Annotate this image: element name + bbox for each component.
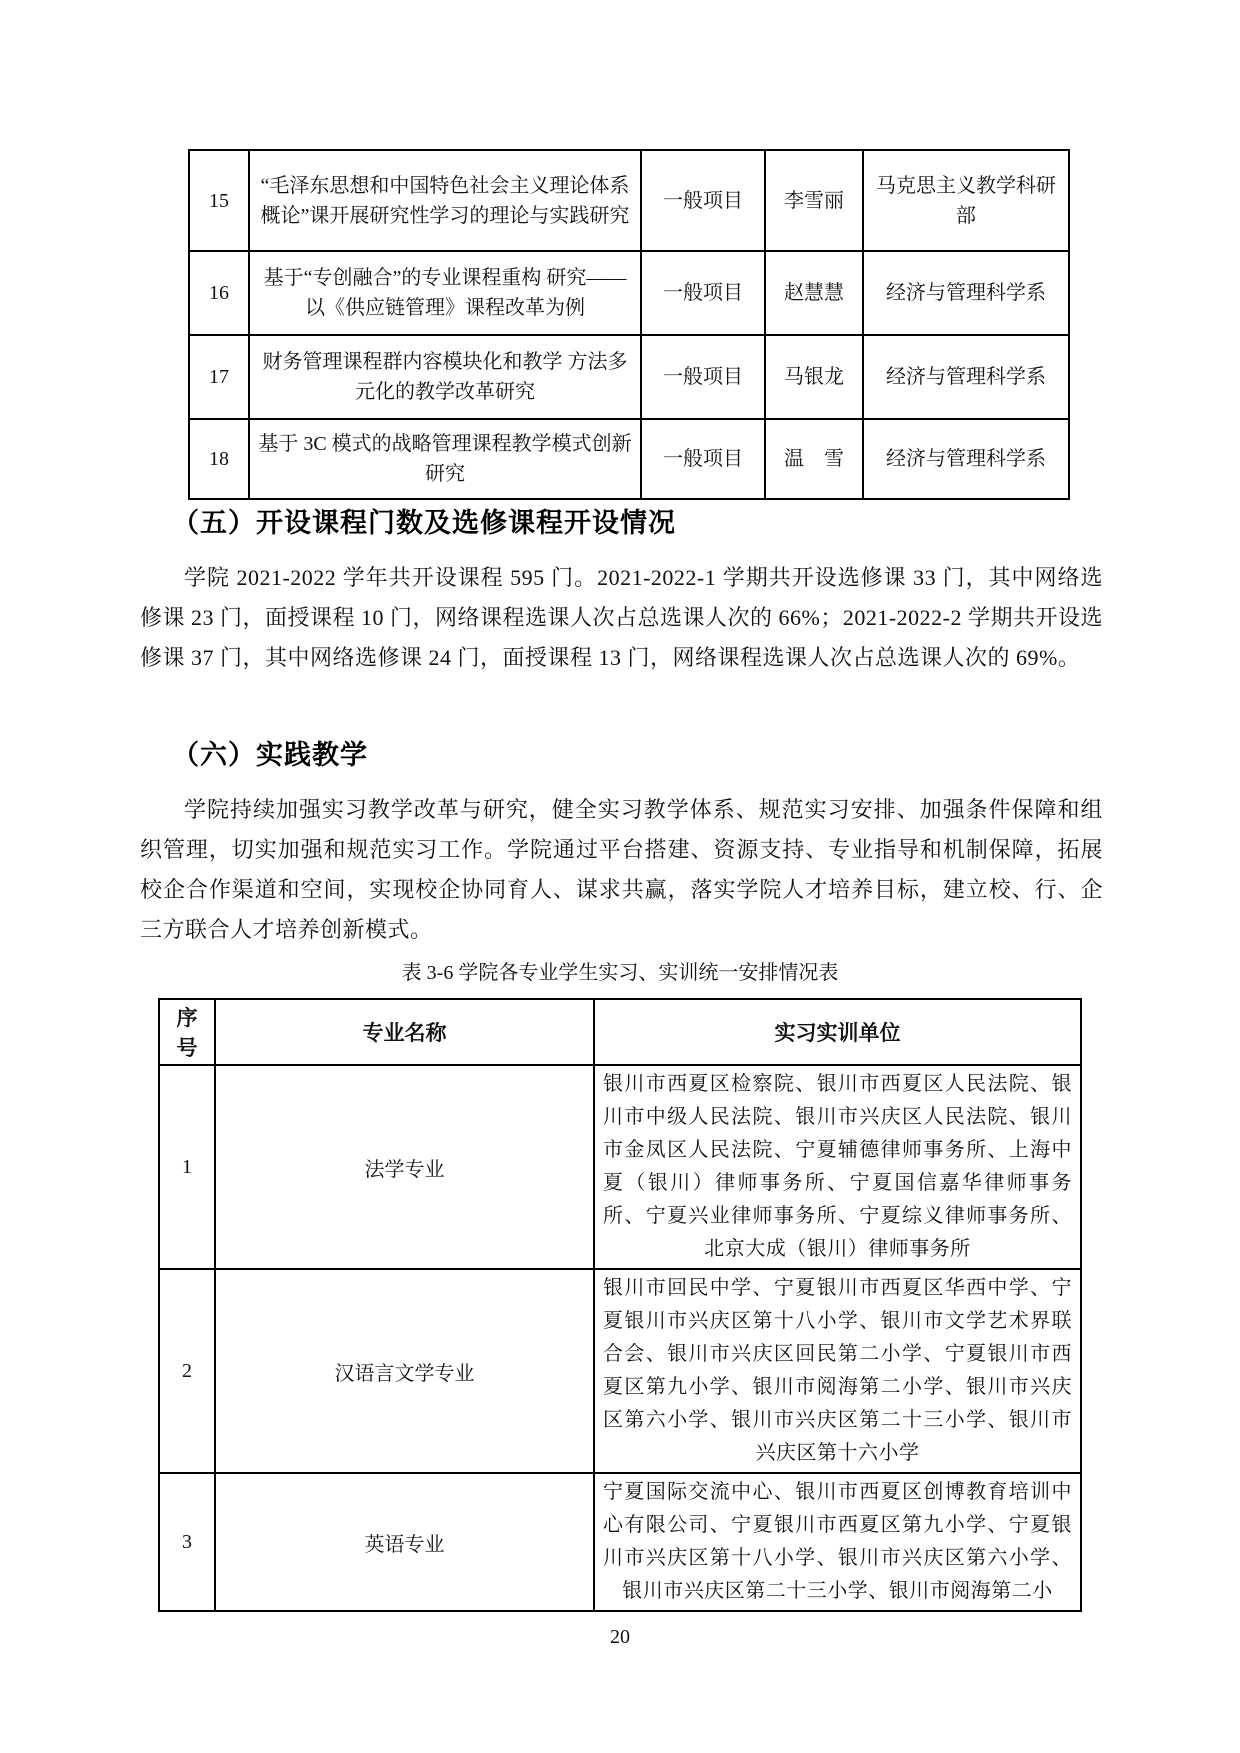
header-row xyxy=(159,999,1081,1065)
table-row xyxy=(159,1473,1081,1611)
units-cell: 宁夏国际交流中心、银川市西夏区创博教育培训中心有限公司、宁夏银川市西夏区第九小学、宁夏银川市兴庆区第十八小学、银川市兴庆区第六小学、银川市兴庆区第二十三小学、银川市阅海第二小 xyxy=(594,1473,1081,1611)
table-row xyxy=(159,1065,1081,1269)
major-cell: 汉语言文学专业 xyxy=(215,1269,594,1473)
project-type-cell: 一般项目 xyxy=(641,150,765,251)
internship-arrangement-table xyxy=(158,998,1082,1612)
project-leader-cell: 李雪丽 xyxy=(765,150,863,251)
section-6-paragraph: 学院持续加强实习教学改革与研究，健全实习教学体系、规范实习安排、加强条件保障和组织管理，切实加强和规范实习工作。学院通过平台搭建、资源支持、专业指导和机制保障，拓展校企合作渠道和空间，实现校企协同育人、谋求共赢，落实学院人才培养目标，建立校、行、企三方联合人才培养创新模式。 xyxy=(140,797,1103,942)
project-no-cell: 17 xyxy=(189,335,249,419)
project-title-cell: “毛泽东思想和中国特色社会主义理论体系概论”课开展研究性学习的理论与实践研究 xyxy=(249,150,641,251)
major-cell: 法学专业 xyxy=(215,1065,594,1269)
section-5-heading: （五）开设课程门数及选修课程开设情况 xyxy=(172,508,676,538)
col-header-major: 专业名称 xyxy=(215,999,594,1065)
project-type-cell: 一般项目 xyxy=(641,335,765,419)
units-cell: 银川市西夏区检察院、银川市西夏区人民法院、银川市中级人民法院、银川市兴庆区人民法院、银川市金凤区人民法院、宁夏辅德律师事务所、上海中夏（银川）律师事务所、宁夏国信嘉华律师事务所、宁夏兴业律师事务所、宁夏综义律师事务所、北京大成（银川）律师事务所 xyxy=(594,1065,1081,1269)
project-dept-cell: 经济与管理科学系 xyxy=(863,251,1069,335)
table-row xyxy=(159,1269,1081,1473)
project-leader-cell: 温 雪 xyxy=(765,419,863,499)
section-6-heading: （六）实践教学 xyxy=(172,740,368,770)
table-row xyxy=(189,335,1069,419)
project-title-cell: 基于 3C 模式的战略管理课程教学模式创新研究 xyxy=(249,419,641,499)
section-5-paragraph: 学院 2021-2022 学年共开设课程 595 门。2021-2022-1 学期共开设选修课 33 门，其中网络选修课 23 门，面授课程 10 门，网络课程选课人次占总选课人次的 66%；2021-2022-2 学期共开设选修课 37 门，其中网络选修课 24 门，面授课程 13 门，网络课程选课人次占总选课人次的 69%。 xyxy=(140,565,1103,670)
seq-cell: 2 xyxy=(159,1269,215,1473)
col-header-units: 实习实训单位 xyxy=(594,999,1081,1065)
project-type-cell: 一般项目 xyxy=(641,419,765,499)
project-no-cell: 18 xyxy=(189,419,249,499)
table-row xyxy=(189,150,1069,251)
page-number: 20 xyxy=(610,1626,630,1648)
seq-cell: 1 xyxy=(159,1065,215,1269)
table-row xyxy=(189,419,1069,499)
project-dept-cell: 经济与管理科学系 xyxy=(863,419,1069,499)
project-leader-cell: 马银龙 xyxy=(765,335,863,419)
major-cell: 英语专业 xyxy=(215,1473,594,1611)
table-3-6-caption: 表 3-6 学院各专业学生实习、实训统一安排情况表 xyxy=(401,962,839,984)
project-dept-cell: 马克思主义教学科研部 xyxy=(863,150,1069,251)
project-dept-cell: 经济与管理科学系 xyxy=(863,335,1069,419)
col-header-seq: 序号 xyxy=(159,999,215,1065)
project-type-cell: 一般项目 xyxy=(641,251,765,335)
project-no-cell: 16 xyxy=(189,251,249,335)
seq-cell: 3 xyxy=(159,1473,215,1611)
table-row xyxy=(189,251,1069,335)
project-title-cell: 基于“专创融合”的专业课程重构 研究——以《供应链管理》课程改革为例 xyxy=(249,251,641,335)
teaching-projects-table xyxy=(188,149,1070,500)
project-leader-cell: 赵慧慧 xyxy=(765,251,863,335)
project-no-cell: 15 xyxy=(189,150,249,251)
units-cell: 银川市回民中学、宁夏银川市西夏区华西中学、宁夏银川市兴庆区第十八小学、银川市文学艺术界联合会、银川市兴庆区回民第二小学、宁夏银川市西夏区第九小学、银川市阅海第二小学、银川市兴庆区第六小学、银川市兴庆区第二十三小学、银川市兴庆区第十六小学 xyxy=(594,1269,1081,1473)
project-title-cell: 财务管理课程群内容模块化和教学 方法多元化的教学改革研究 xyxy=(249,335,641,419)
